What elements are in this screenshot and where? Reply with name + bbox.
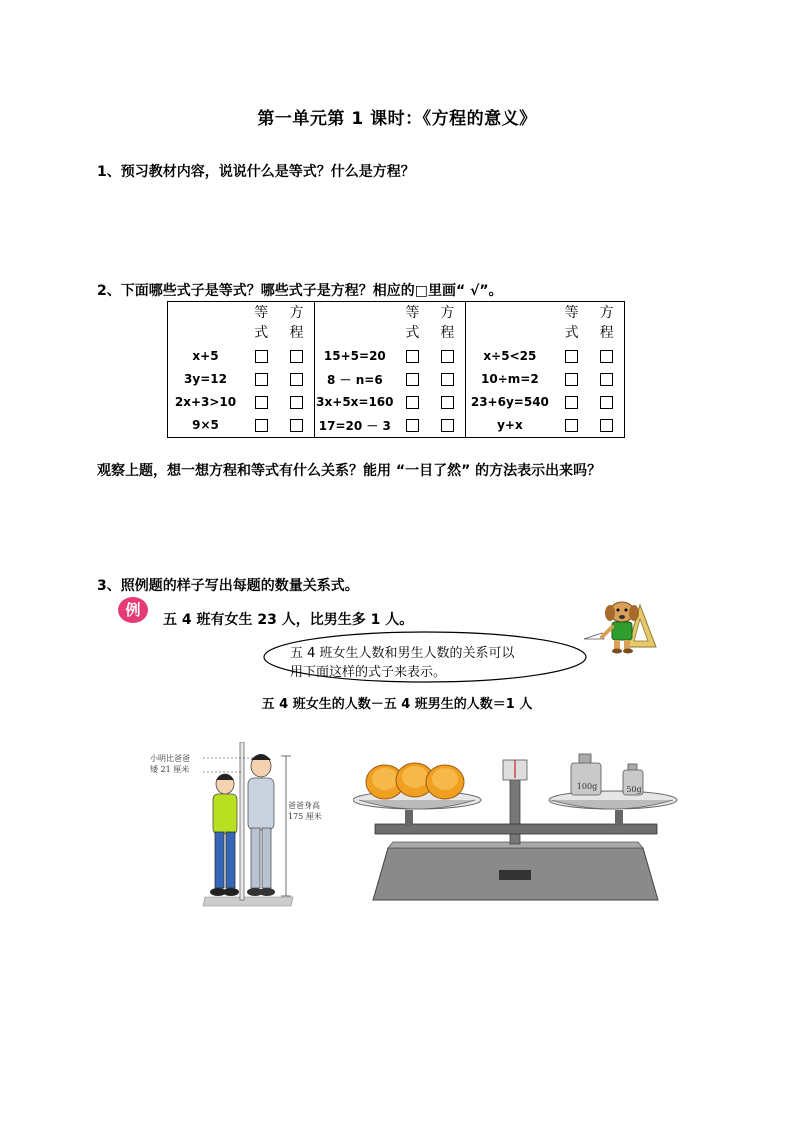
equation-checkbox[interactable] <box>255 396 268 409</box>
balance-scale-figure <box>353 752 678 902</box>
table-row <box>168 414 625 438</box>
equation-checkbox[interactable] <box>565 419 578 432</box>
dog-teacher-illustration <box>582 597 664 655</box>
equation-checkbox[interactable] <box>255 373 268 386</box>
header-equation: 等 式 <box>564 305 579 342</box>
equation-checkbox[interactable] <box>255 350 268 363</box>
question-1: 1、预习教材内容，说说什么是等式？什么是方程？ <box>97 164 415 180</box>
table-header-row <box>168 302 625 345</box>
question-3: 3、照例题的样子写出每题的数量关系式。 <box>97 578 359 594</box>
equation-table <box>167 301 625 438</box>
header-formula: 方 程 <box>279 302 314 345</box>
expression-cell: 2x+3>10 <box>174 395 237 410</box>
speech-bubble-text: 五 4 班女生人数和男生人数的关系可以 用下面这样的式子来表示。 <box>290 646 515 680</box>
example-badge: 例 <box>118 597 148 623</box>
expression-cell: 10÷m=2 <box>481 372 539 387</box>
question-2: 2、下面哪些式子是等式？哪些式子是方程？相应的□里画“ √”。 <box>97 283 503 299</box>
equation-checkbox[interactable] <box>565 396 578 409</box>
expression-cell: x÷5<25 <box>483 348 537 363</box>
expression-cell: 23+6y=540 <box>470 395 549 410</box>
equation-checkbox[interactable] <box>565 373 578 386</box>
expression-cell: 15+5=20 <box>323 348 386 363</box>
formula-checkbox[interactable] <box>441 419 454 432</box>
formula-checkbox[interactable] <box>441 396 454 409</box>
expression-cell: x+5 <box>192 348 219 363</box>
formula-checkbox[interactable] <box>600 373 613 386</box>
header-equation: 等 式 <box>405 305 420 342</box>
page-title: 第一单元第 1 课时：《方程的意义》 <box>257 109 537 129</box>
height-difference-label: 小明比爸爸 矮 21 厘米 <box>150 754 190 774</box>
table-row <box>168 367 625 390</box>
header-formula: 方 程 <box>430 302 465 345</box>
expression-cell: 3x+5x=160 <box>316 395 394 410</box>
observe-question: 观察上题，想一想方程和等式有什么关系？能用 “一目了然” 的方法表示出来吗？ <box>97 463 602 479</box>
expression-cell: 8 － n=6 <box>327 372 383 387</box>
weight-50g-label: 50g <box>626 785 642 794</box>
table-row <box>168 344 625 367</box>
formula-checkbox[interactable] <box>600 350 613 363</box>
header-formula: 方 程 <box>599 305 614 342</box>
equation-checkbox[interactable] <box>406 373 419 386</box>
equation-checkbox[interactable] <box>255 419 268 432</box>
formula-checkbox[interactable] <box>290 373 303 386</box>
formula-checkbox[interactable] <box>290 419 303 432</box>
formula-checkbox[interactable] <box>600 419 613 432</box>
formula-checkbox[interactable] <box>290 396 303 409</box>
formula-checkbox[interactable] <box>441 350 454 363</box>
dad-height-label: 爸爸身高 175 厘米 <box>288 801 322 821</box>
formula-checkbox[interactable] <box>441 373 454 386</box>
equation-checkbox[interactable] <box>406 396 419 409</box>
table-row <box>168 391 625 414</box>
expression-cell: 9×5 <box>192 418 219 433</box>
example-text: 五 4 班有女生 23 人，比男生多 1 人。 <box>163 612 414 628</box>
relation-formula: 五 4 班女生的人数－五 4 班男生的人数＝1 人 <box>261 697 533 712</box>
balance-scale-illustration <box>353 752 678 902</box>
weight-100g-label: 100g <box>576 782 598 791</box>
father-and-son-illustration <box>143 742 303 910</box>
expression-cell: 17=20 － 3 <box>318 418 391 433</box>
formula-checkbox[interactable] <box>290 350 303 363</box>
height-comparison-figure <box>143 742 322 910</box>
equation-checkbox[interactable] <box>565 350 578 363</box>
equation-checkbox[interactable] <box>406 419 419 432</box>
expression-cell: y+x <box>497 418 523 433</box>
expression-cell: 3y=12 <box>184 372 227 387</box>
formula-checkbox[interactable] <box>600 396 613 409</box>
equation-checkbox[interactable] <box>406 350 419 363</box>
header-equation: 等 式 <box>254 305 269 342</box>
mooncake-icon <box>426 765 464 799</box>
